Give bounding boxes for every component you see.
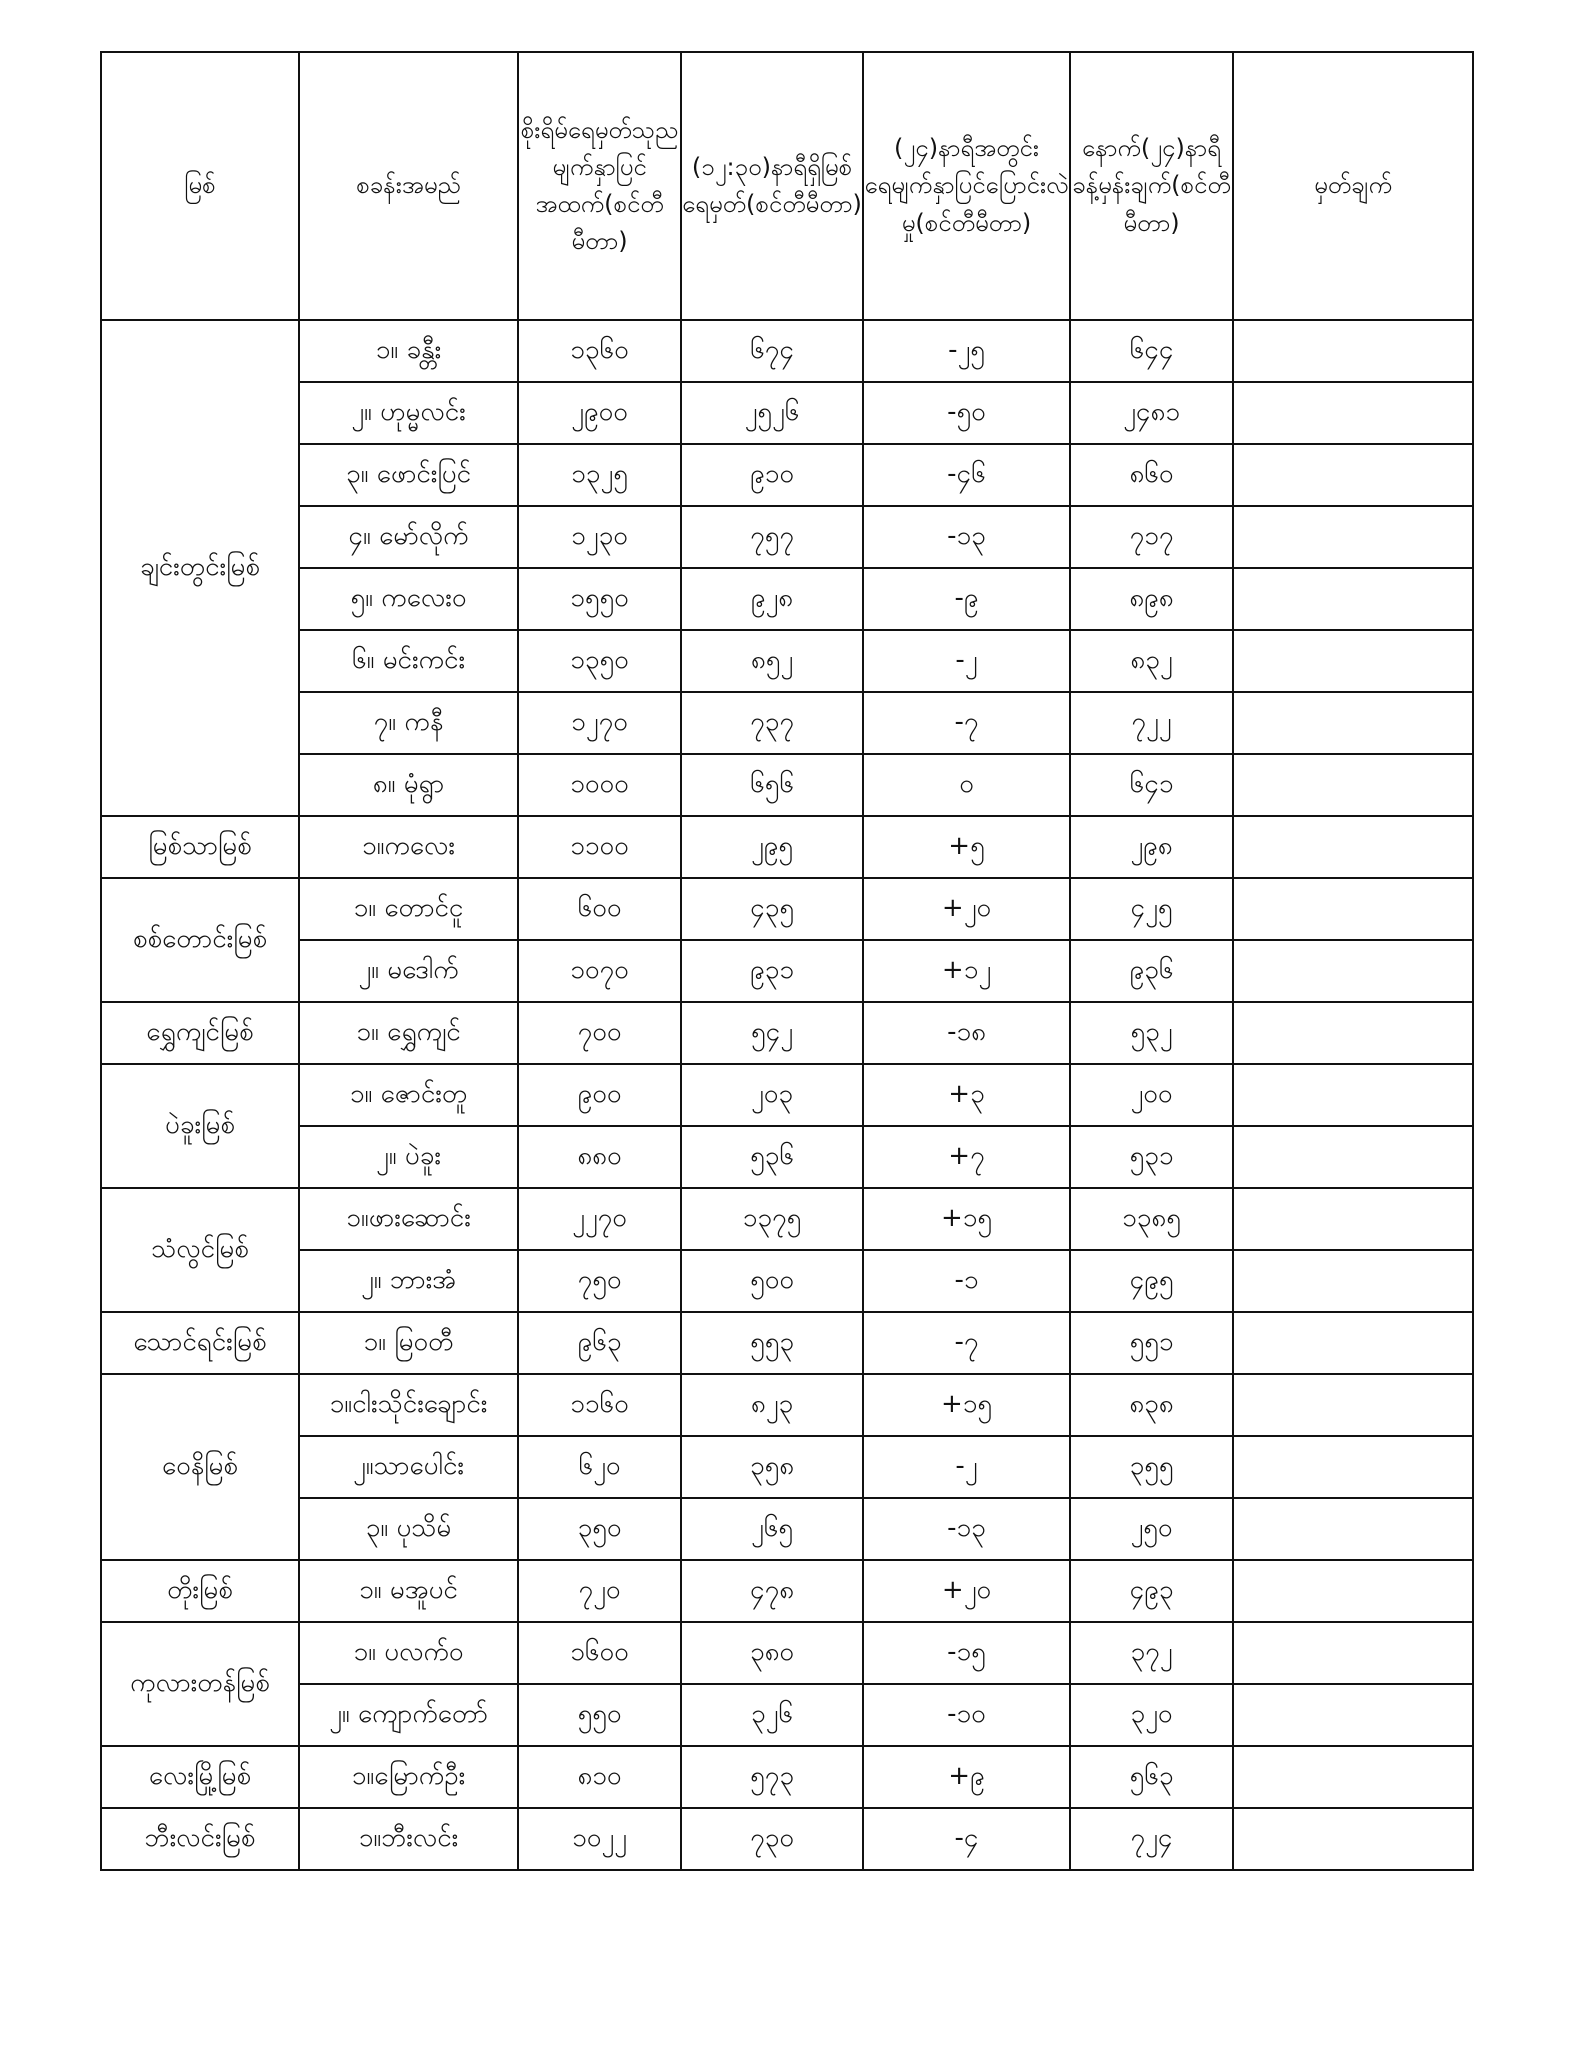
table-row <box>101 1002 1473 1064</box>
level-change: +၇ <box>863 1126 1070 1188</box>
danger-level: ၇၂၀ <box>518 1560 681 1622</box>
remark <box>1233 816 1473 878</box>
remark <box>1233 1746 1473 1808</box>
forecast-level: ၇၂၂ <box>1070 692 1233 754</box>
forecast-level: ၂၀၀ <box>1070 1064 1233 1126</box>
observed-level: ၇၅၇ <box>681 506 863 568</box>
forecast-level: ၇၁၇ <box>1070 506 1233 568</box>
remark <box>1233 1436 1473 1498</box>
remark <box>1233 1808 1473 1870</box>
remark <box>1233 692 1473 754</box>
river-name: ကုလားတန်မြစ် <box>101 1622 299 1746</box>
station-name: ၁။ ပလက်ဝ <box>299 1622 518 1684</box>
station-name: ၁။ကလေး <box>299 816 518 878</box>
danger-level: ၇၀၀ <box>518 1002 681 1064</box>
station-name: ၂။ ဘားအံ <box>299 1250 518 1312</box>
header-24h-change: (၂၄)နာရီအတွင်းရေမျက်နှာပြင်ပြောင်းလဲမှု(စင်တီမီတာ) <box>863 52 1070 320</box>
danger-level: ၂၂၇၀ <box>518 1188 681 1250</box>
river-name: သံလွင်မြစ် <box>101 1188 299 1312</box>
danger-level: ၅၅၀ <box>518 1684 681 1746</box>
table-row <box>101 1312 1473 1374</box>
danger-level: ၁၃၆၀ <box>518 320 681 382</box>
station-name: ၃။ ပုသိမ် <box>299 1498 518 1560</box>
table-row <box>101 1808 1473 1870</box>
table-row <box>101 1436 1473 1498</box>
table-row <box>101 1188 1473 1250</box>
danger-level: ၈၁၀ <box>518 1746 681 1808</box>
table-row <box>101 1250 1473 1312</box>
table-row <box>101 1374 1473 1436</box>
table-row <box>101 754 1473 816</box>
level-change: -၇ <box>863 1312 1070 1374</box>
danger-level: ၁၅၅၀ <box>518 568 681 630</box>
header-row <box>101 52 1473 320</box>
remark <box>1233 1684 1473 1746</box>
level-change: -၄ <box>863 1808 1070 1870</box>
station-name: ၈။ မုံရွာ <box>299 754 518 816</box>
remark <box>1233 506 1473 568</box>
forecast-level: ၅၃၂ <box>1070 1002 1233 1064</box>
station-name: ၇။ ကနီ <box>299 692 518 754</box>
danger-level: ၁၁၀၀ <box>518 816 681 878</box>
level-change: -၁ <box>863 1250 1070 1312</box>
station-name: ၁။ငါးသိုင်းချောင်း <box>299 1374 518 1436</box>
observed-level: ၂၅၂၆ <box>681 382 863 444</box>
forecast-level: ၂၄၈၁ <box>1070 382 1233 444</box>
table-row <box>101 630 1473 692</box>
table-row <box>101 878 1473 940</box>
remark <box>1233 630 1473 692</box>
danger-level: ၆၂၀ <box>518 1436 681 1498</box>
forecast-level: ၃၂၀ <box>1070 1684 1233 1746</box>
remark <box>1233 1560 1473 1622</box>
level-change: -၁၃ <box>863 1498 1070 1560</box>
table-row <box>101 506 1473 568</box>
danger-level: ၁၂၇၀ <box>518 692 681 754</box>
forecast-level: ၉၃၆ <box>1070 940 1233 1002</box>
river-name: ရွှေကျင်မြစ် <box>101 1002 299 1064</box>
station-name: ၁။မြောက်ဦး <box>299 1746 518 1808</box>
level-change: -၇ <box>863 692 1070 754</box>
station-name: ၂။ မဒေါက် <box>299 940 518 1002</box>
danger-level: ၁၆၀၀ <box>518 1622 681 1684</box>
station-name: ၂။ ဟုမ္မလင်း <box>299 382 518 444</box>
danger-level: ၁၃၅၀ <box>518 630 681 692</box>
remark <box>1233 1498 1473 1560</box>
remark <box>1233 1002 1473 1064</box>
river-name: တိုးမြစ် <box>101 1560 299 1622</box>
forecast-level: ၄၂၅ <box>1070 878 1233 940</box>
river-name: သောင်ရင်းမြစ် <box>101 1312 299 1374</box>
header-danger-level: စိုးရိမ်ရေမှတ်သုညမျက်နှာပြင်အထက်(စင်တီမီတာ) <box>518 52 681 320</box>
remark <box>1233 1312 1473 1374</box>
observed-level: ၆၅၆ <box>681 754 863 816</box>
river-name: ချင်းတွင်းမြစ် <box>101 320 299 816</box>
river-name: ဘီးလင်းမြစ် <box>101 1808 299 1870</box>
river-name: ပဲခူးမြစ် <box>101 1064 299 1188</box>
station-name: ၄။ မော်လိုက် <box>299 506 518 568</box>
observed-level: ၅၅၃ <box>681 1312 863 1374</box>
header-forecast: နောက်(၂၄)နာရီခန့်မှန်းချက်(စင်တီမီတာ) <box>1070 52 1233 320</box>
remark <box>1233 568 1473 630</box>
forecast-level: ၂၉၈ <box>1070 816 1233 878</box>
danger-level: ၃၅၀ <box>518 1498 681 1560</box>
forecast-level: ၆၄၄ <box>1070 320 1233 382</box>
observed-level: ၃၈၀ <box>681 1622 863 1684</box>
forecast-level: ၅၅၁ <box>1070 1312 1233 1374</box>
station-name: ၁။ မအူပင် <box>299 1560 518 1622</box>
level-change: -၁၃ <box>863 506 1070 568</box>
danger-level: ၁၁၆၀ <box>518 1374 681 1436</box>
station-name: ၁။ ဇောင်းတူ <box>299 1064 518 1126</box>
station-name: ၁။ဖားဆောင်း <box>299 1188 518 1250</box>
observed-level: ၈၅၂ <box>681 630 863 692</box>
danger-level: ၂၉၀၀ <box>518 382 681 444</box>
remark <box>1233 940 1473 1002</box>
table-row <box>101 1560 1473 1622</box>
danger-level: ၁၂၃၀ <box>518 506 681 568</box>
level-change: +၃ <box>863 1064 1070 1126</box>
level-change: -၅၀ <box>863 382 1070 444</box>
level-change: +၁၅ <box>863 1374 1070 1436</box>
level-change: -၂၅ <box>863 320 1070 382</box>
danger-level: ၈၈၀ <box>518 1126 681 1188</box>
remark <box>1233 1622 1473 1684</box>
table-row <box>101 1064 1473 1126</box>
forecast-level: ၄၉၅ <box>1070 1250 1233 1312</box>
remark <box>1233 444 1473 506</box>
table-row <box>101 940 1473 1002</box>
table-row <box>101 1622 1473 1684</box>
observed-level: ၅၀၀ <box>681 1250 863 1312</box>
river-name: မြစ်သာမြစ် <box>101 816 299 878</box>
level-change: ၀ <box>863 754 1070 816</box>
observed-level: ၁၃၇၅ <box>681 1188 863 1250</box>
forecast-level: ၆၄၁ <box>1070 754 1233 816</box>
level-change: -၁၈ <box>863 1002 1070 1064</box>
table-row <box>101 444 1473 506</box>
observed-level: ၃၂၆ <box>681 1684 863 1746</box>
forecast-level: ၅၆၃ <box>1070 1746 1233 1808</box>
observed-level: ၇၃၀ <box>681 1808 863 1870</box>
remark <box>1233 1064 1473 1126</box>
remark <box>1233 382 1473 444</box>
level-change: +၁၂ <box>863 940 1070 1002</box>
station-name: ၁။ မြဝတီ <box>299 1312 518 1374</box>
observed-level: ၉၃၁ <box>681 940 863 1002</box>
level-change: -၂ <box>863 1436 1070 1498</box>
station-name: ၂။သာပေါင်း <box>299 1436 518 1498</box>
forecast-level: ၈၉၈ <box>1070 568 1233 630</box>
header-observed-level: (၁၂:၃၀)နာရီရှိမြစ်ရေမှတ်(စင်တီမီတာ) <box>681 52 863 320</box>
forecast-level: ၁၃၈၅ <box>1070 1188 1233 1250</box>
table-row <box>101 320 1473 382</box>
river-name: လေးမြို့မြစ် <box>101 1746 299 1808</box>
table-row <box>101 568 1473 630</box>
observed-level: ၇၃၇ <box>681 692 863 754</box>
observed-level: ၅၄၂ <box>681 1002 863 1064</box>
forecast-level: ၂၅၀ <box>1070 1498 1233 1560</box>
observed-level: ၄၇၈ <box>681 1560 863 1622</box>
remark <box>1233 1188 1473 1250</box>
level-change: -၁၀ <box>863 1684 1070 1746</box>
forecast-level: ၄၉၃ <box>1070 1560 1233 1622</box>
station-name: ၅။ ကလေးဝ <box>299 568 518 630</box>
danger-level: ၁၀၀၀ <box>518 754 681 816</box>
remark <box>1233 1374 1473 1436</box>
observed-level: ၉၂၈ <box>681 568 863 630</box>
station-name: ၁။ ခန္တီး <box>299 320 518 382</box>
level-change: +၁၅ <box>863 1188 1070 1250</box>
forecast-level: ၅၃၁ <box>1070 1126 1233 1188</box>
danger-level: ၆၀၀ <box>518 878 681 940</box>
level-change: +၂၀ <box>863 878 1070 940</box>
table-row <box>101 1684 1473 1746</box>
danger-level: ၇၅၀ <box>518 1250 681 1312</box>
observed-level: ၄၃၅ <box>681 878 863 940</box>
observed-level: ၆၇၄ <box>681 320 863 382</box>
forecast-level: ၃၅၅ <box>1070 1436 1233 1498</box>
level-change: -၂ <box>863 630 1070 692</box>
remark <box>1233 1126 1473 1188</box>
table-row <box>101 1126 1473 1188</box>
remark <box>1233 320 1473 382</box>
level-change: +၂၀ <box>863 1560 1070 1622</box>
forecast-level: ၇၂၄ <box>1070 1808 1233 1870</box>
danger-level: ၁၀၇၀ <box>518 940 681 1002</box>
observed-level: ၂၆၅ <box>681 1498 863 1560</box>
river-level-table <box>100 51 1474 1871</box>
table-row <box>101 816 1473 878</box>
remark <box>1233 878 1473 940</box>
observed-level: ၂၀၃ <box>681 1064 863 1126</box>
header-station: စခန်းအမည် <box>299 52 518 320</box>
remark <box>1233 754 1473 816</box>
observed-level: ၃၅၈ <box>681 1436 863 1498</box>
forecast-level: ၈၃၈ <box>1070 1374 1233 1436</box>
station-name: ၁။ တောင်ငူ <box>299 878 518 940</box>
forecast-level: ၈၃၂ <box>1070 630 1233 692</box>
station-name: ၂။ ကျောက်တော် <box>299 1684 518 1746</box>
river-name: စစ်တောင်းမြစ် <box>101 878 299 1002</box>
forecast-level: ၈၆၀ <box>1070 444 1233 506</box>
observed-level: ၂၉၅ <box>681 816 863 878</box>
observed-level: ၈၂၃ <box>681 1374 863 1436</box>
danger-level: ၁၃၂၅ <box>518 444 681 506</box>
table-row <box>101 1498 1473 1560</box>
river-name: ဝေနိမြစ် <box>101 1374 299 1560</box>
station-name: ၁။ ရွှေကျင် <box>299 1002 518 1064</box>
forecast-level: ၃၇၂ <box>1070 1622 1233 1684</box>
station-name: ၆။ မင်းကင်း <box>299 630 518 692</box>
level-change: -၉ <box>863 568 1070 630</box>
danger-level: ၉၀၀ <box>518 1064 681 1126</box>
table-row <box>101 692 1473 754</box>
header-remark: မှတ်ချက် <box>1233 52 1473 320</box>
table-body <box>101 320 1473 1870</box>
header-river: မြစ် <box>101 52 299 320</box>
level-change: +၅ <box>863 816 1070 878</box>
level-change: -၁၅ <box>863 1622 1070 1684</box>
level-change: +၉ <box>863 1746 1070 1808</box>
table-row <box>101 382 1473 444</box>
station-name: ၁။ဘီးလင်း <box>299 1808 518 1870</box>
station-name: ၃။ ဖောင်းပြင် <box>299 444 518 506</box>
danger-level: ၁၀၂၂ <box>518 1808 681 1870</box>
observed-level: ၉၁၀ <box>681 444 863 506</box>
level-change: -၄၆ <box>863 444 1070 506</box>
observed-level: ၅၃၆ <box>681 1126 863 1188</box>
danger-level: ၉၆၃ <box>518 1312 681 1374</box>
remark <box>1233 1250 1473 1312</box>
station-name: ၂။ ပဲခူး <box>299 1126 518 1188</box>
observed-level: ၅၇၃ <box>681 1746 863 1808</box>
table-row <box>101 1746 1473 1808</box>
